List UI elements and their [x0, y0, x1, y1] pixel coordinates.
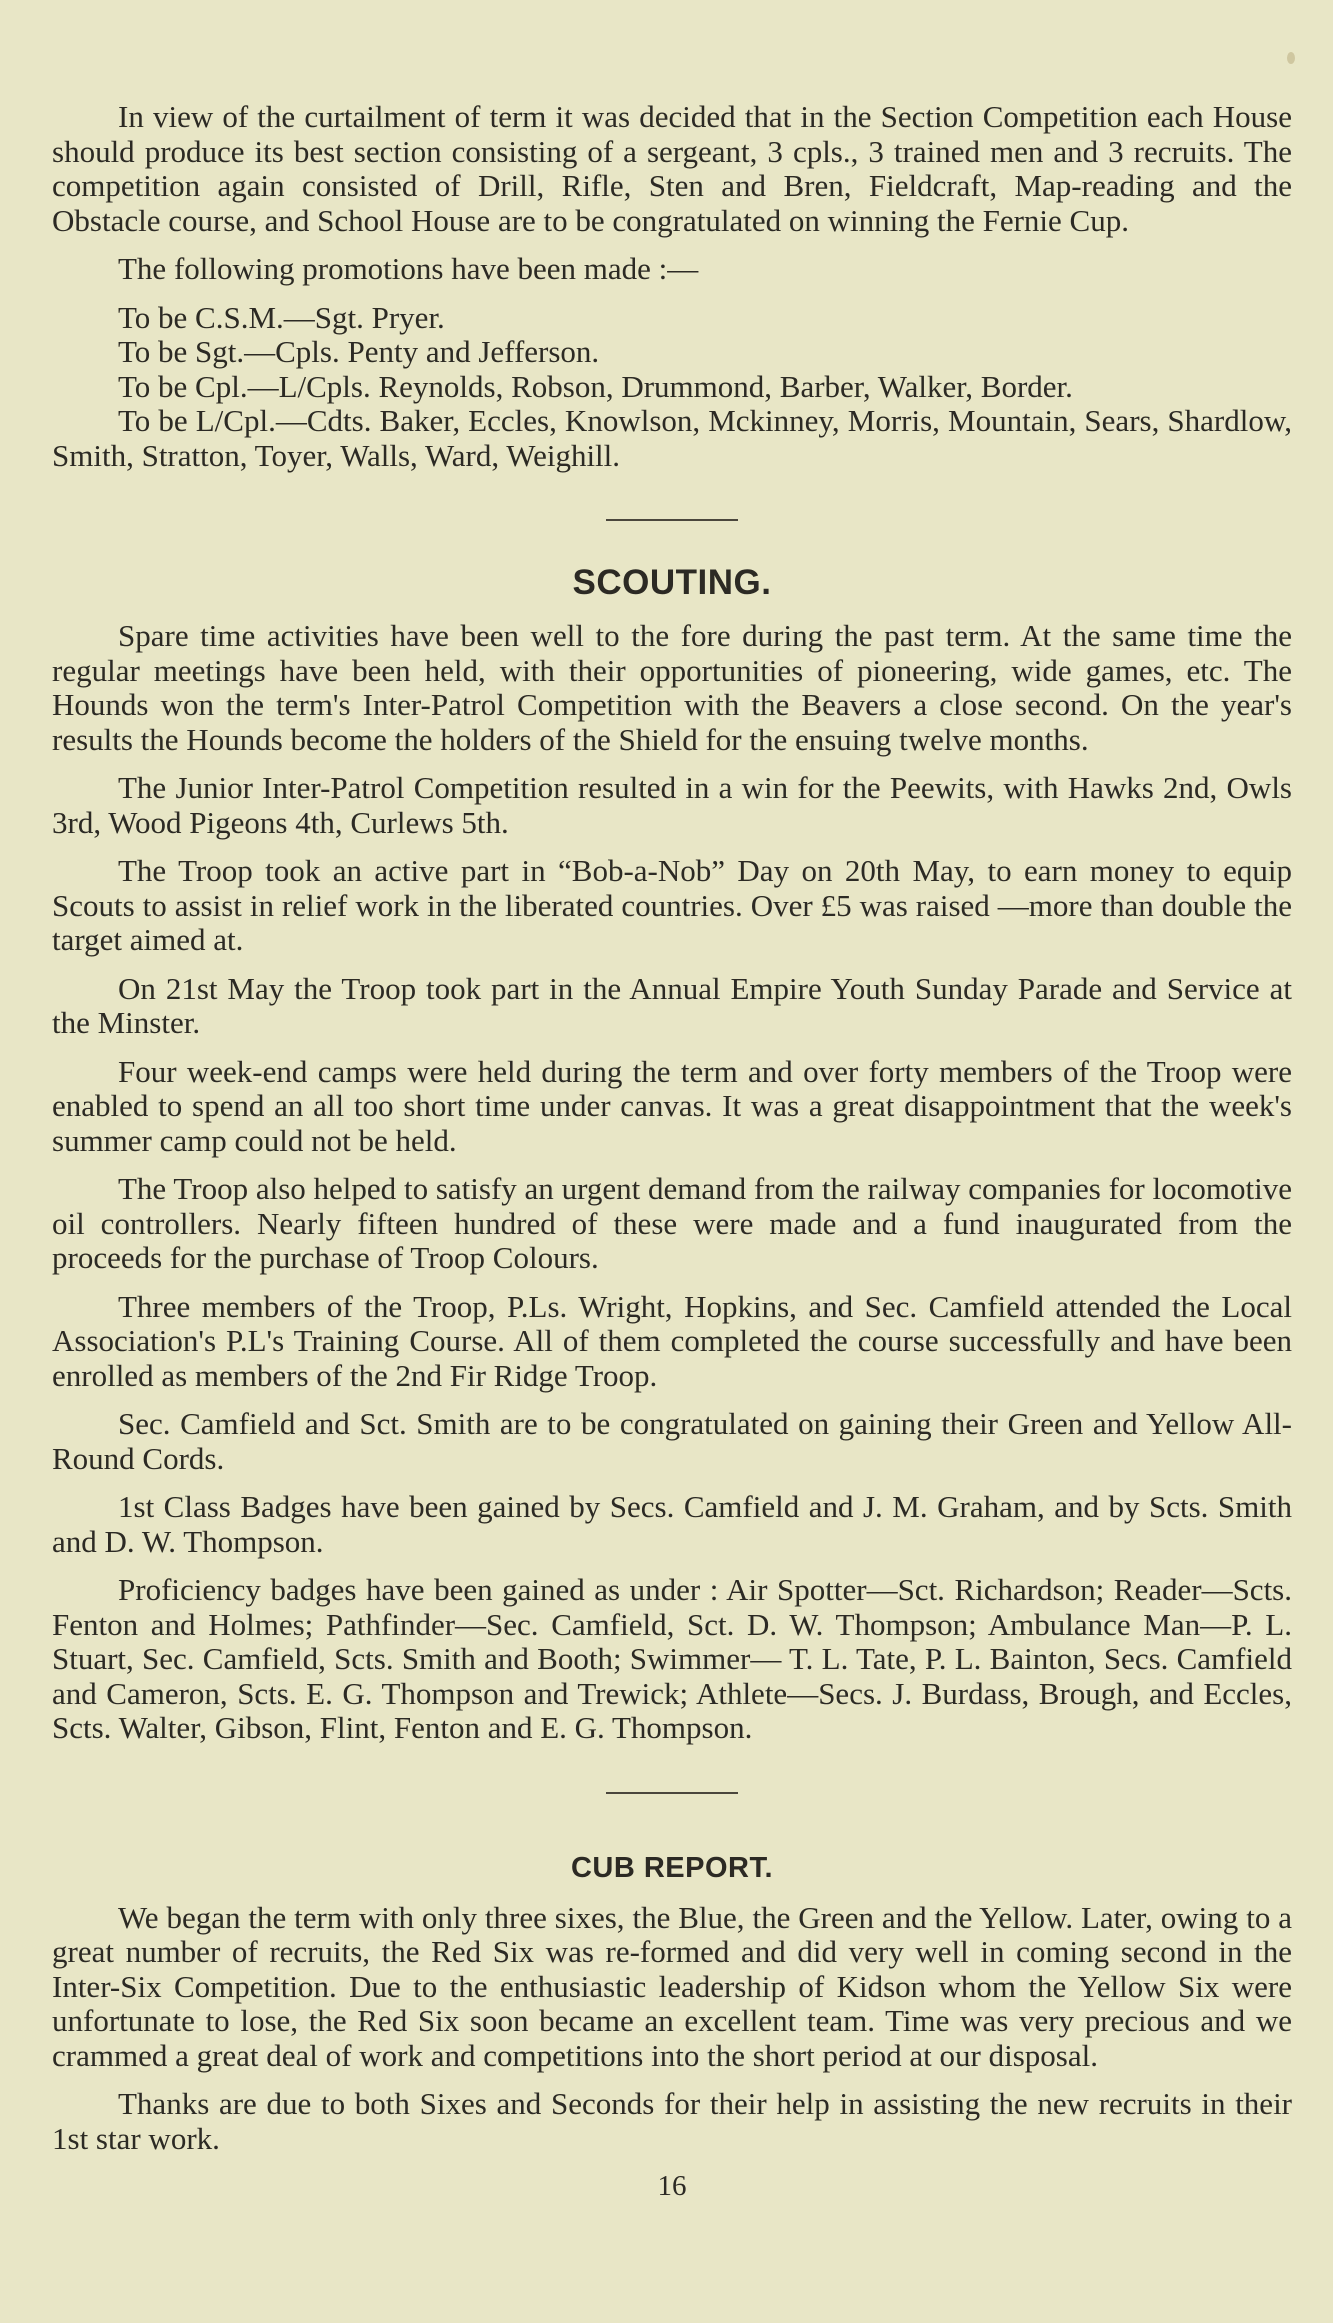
- scouting-paragraph: Four week-end camps were held during the term and over forty members of the Troop were enabled to spend an all too short time under canvas. It was a great disappointment that the week's summer camp could not be held.: [52, 1053, 1292, 1158]
- scouting-paragraph: 1st Class Badges have been gained by Secs. Camfield and J. M. Graham, and by Scts. Smith and D. W. Thompson.: [52, 1489, 1292, 1559]
- scouting-heading: SCOUTING.: [572, 563, 772, 602]
- scouting-paragraph: Three members of the Troop, P.Ls. Wright, Hopkins, and Sec. Camfield attended the Local Association's P.L's Training Course. All of them completed the course successfully and have been enrolled as members of the 2nd Fir Ridge Troop.: [52, 1288, 1292, 1393]
- page-number: 16: [657, 2170, 687, 2202]
- paper-blemish: [1287, 52, 1295, 64]
- promotions-list: [52, 301, 1292, 474]
- section-competition-paragraph: In view of the curtailment of term it was decided that in the Section Competition each House should produce its best section consisting of a sergeant, 3 cpls., 3 trained men and 3 recruits. The competition again consisted of Drill, Rifle, Sten and Bren, Fieldcraft, Map-reading and the Obstacle course, and School House are to be congratulated on winning the Fernie Cup.: [52, 99, 1292, 238]
- promotion-line: To be C.S.M.—Sgt. Pryer.: [118, 299, 445, 335]
- promotion-line: To be Cpl.—L/Cpls. Reynolds, Robson, Drummond, Barber, Walker, Border.: [118, 368, 1073, 404]
- scouting-paragraph: On 21st May the Troop took part in the Annual Empire Youth Sunday Parade and Service at the Minster.: [52, 970, 1292, 1040]
- cub-report-paragraph: Thanks are due to both Sixes and Seconds for their help in assisting the new recruits in their 1st star work.: [52, 2086, 1292, 2156]
- promotion-line: To be L/Cpl.—Cdts. Baker, Eccles, Knowlson, Mckinney, Morris, Mountain, Sears, Shardlow, Smith, Stratton, Toyer, Walls, Ward, Weighill.: [52, 403, 1292, 473]
- section-divider: [606, 519, 738, 521]
- page-content: [52, 100, 1292, 2203]
- scouting-paragraph: The Troop also helped to satisfy an urgent demand from the railway companies for locomotive oil controllers. Nearly fifteen hundred of these were made and a fund inaugurated from the proceeds for the purchase of Troop Colours.: [52, 1171, 1292, 1275]
- cub-report-heading: CUB REPORT.: [570, 1851, 774, 1884]
- section-divider: [606, 1792, 738, 1794]
- scouting-paragraph: Sec. Camfield and Sct. Smith are to be congratulated on gaining their Green and Yellow All-Round Cords.: [52, 1406, 1292, 1476]
- cub-report-paragraph: We began the term with only three sixes, the Blue, the Green and the Yellow. Later, owing to a great number of recruits, the Red Six was re-formed and did very well in coming second in the Inter-Six Competition. Due to the enthusiastic leadership of Kidson whom the Yellow Six were unfortunate to lose, the Red Six soon became an excellent team. Time was very precious and we crammed a great deal of work and competitions into the short period at our disposal.: [52, 1899, 1292, 2073]
- scouting-paragraph: Proficiency badges have been gained as under : Air Spotter—Sct. Richardson; Reader—Scts. Fenton and Holmes; Pathfinder—Sec. Camfield, Sct. D. W. Thompson; Ambulance Man—P. L. Stuart, Sec. Camfield, Scts. Smith and Booth; Swimmer— T. L. Tate, P. L. Bainton, Secs. Camfield and Cameron, Scts. E. G. Thompson and Trewick; Athlete—Secs. J. Burdass, Brough, and Eccles, Scts. Walter, Gibson, Flint, Fenton and E. G. Thompson.: [52, 1572, 1292, 1745]
- promotion-line: To be Sgt.—Cpls. Penty and Jefferson.: [118, 334, 600, 369]
- scouting-paragraph: The Junior Inter-Patrol Competition resulted in a win for the Peewits, with Hawks 2nd, Owls 3rd, Wood Pigeons 4th, Curlews 5th.: [52, 770, 1292, 840]
- scouting-paragraph: Spare time activities have been well to the fore during the past term. At the same time the regular meetings have been held, with their opportunities of pioneering, wide games, etc. The Hounds won the term's Inter-Patrol Competition with the Beavers a close second. On the year's results the Hounds become the holders of the Shield for the ensuing twelve months.: [52, 618, 1292, 757]
- promotions-intro: The following promotions have been made :—: [118, 251, 699, 286]
- scouting-paragraph: The Troop took an active part in “Bob-a-Nob” Day on 20th May, to earn money to equip Scouts to assist in relief work in the liberated countries. Over £5 was raised —more than double the target aimed at.: [52, 853, 1292, 957]
